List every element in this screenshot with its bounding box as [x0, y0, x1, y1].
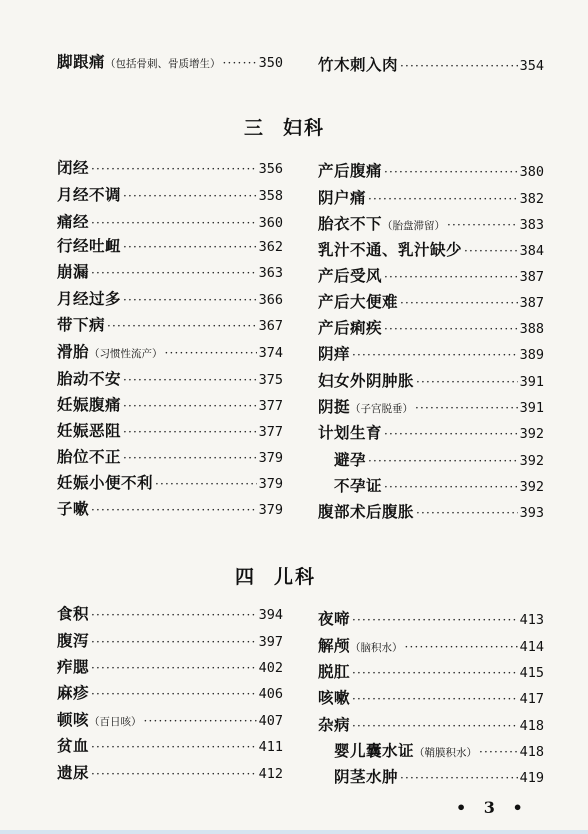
toc-entry: 腹部术后腹胀 ····· 393 [318, 501, 544, 523]
toc-entry: 脱肛 ····· 415 [318, 661, 544, 683]
leader-dots [400, 55, 518, 77]
toc-entry: 月经不调 ····· 358 [57, 184, 283, 206]
toc-entry: 顿咳（百日咳） ····· 407 [57, 709, 283, 731]
toc-entry: 闭经 ····· 356 [57, 157, 283, 179]
toc-entry: 阴挺（子宫脱垂） ····· 391 [318, 396, 544, 418]
toc-entry: 腹泻 ····· 397 [57, 630, 283, 652]
toc-entry: 行经吐衄 ····· 362 [57, 235, 283, 257]
toc-entry: 咳嗽 ····· 417 [318, 687, 544, 709]
toc-entry: 产后大便难 ····· 387 [318, 291, 544, 313]
toc-entry: 痄腮 ····· 402 [57, 656, 283, 678]
page-number: • 3 • [456, 798, 529, 817]
toc-entry: 避孕 ····· 392 [334, 449, 544, 471]
toc-entry: 阴户痛 ····· 382 [318, 187, 544, 209]
toc-entry: 乳汁不通、乳汁缺少 ····· 384 [318, 239, 544, 261]
toc-entry: 妊娠恶阻 ····· 377 [57, 420, 283, 442]
toc-entry: 滑胎（习惯性流产） ····· 374 [57, 341, 283, 363]
toc-entry: 妇女外阴肿胀 ····· 391 [318, 370, 544, 392]
toc-entry: 阴痒 ····· 389 [318, 343, 544, 365]
toc-entry: 产后痢疾 ····· 388 [318, 317, 544, 339]
toc-entry: 贫血 ····· 411 [57, 735, 283, 757]
toc-entry: 妊娠腹痛 ····· 377 [57, 394, 283, 416]
entry-label: 脚跟痛（包括骨刺、骨质增生） [57, 52, 221, 71]
toc-entry: 解颅（脑积水） ····· 414 [318, 635, 544, 657]
toc-entry: 胎位不正 ····· 379 [57, 446, 283, 468]
entry-page: 350 [258, 55, 283, 71]
toc-entry: 麻疹 ····· 406 [57, 682, 283, 704]
scan-edge [0, 830, 588, 834]
toc-entry: 妊娠小便不利 ····· 379 [57, 472, 283, 494]
toc-entry: 不孕证 ····· 392 [334, 475, 544, 497]
toc-entry: 产后受风 ····· 387 [318, 265, 544, 287]
toc-entry: 痛经 ····· 360 [57, 211, 283, 233]
toc-entry: 带下病 ····· 367 [57, 314, 283, 336]
toc-entry: 杂病 ····· 418 [318, 714, 544, 736]
toc-entry: 月经过多 ····· 366 [57, 288, 283, 310]
toc-entry [57, 51, 283, 73]
entry-label: 竹木刺入肉 [318, 55, 399, 74]
toc-entry: 子嗽 ····· 379 [57, 498, 283, 520]
toc-entry: 胎动不安 ····· 375 [57, 368, 283, 390]
toc-entry: 崩漏 ····· 363 [57, 261, 283, 283]
toc-entry: 遗尿 ····· 412 [57, 762, 283, 784]
toc-entry: 计划生育 ····· 392 [318, 422, 544, 444]
toc-entry: 产后腹痛 ····· 380 [318, 160, 544, 182]
toc-entry: 胎衣不下（胎盘滞留） ····· 383 [318, 213, 544, 235]
toc-entry [318, 54, 544, 76]
leader-dots [223, 52, 257, 74]
toc-entry: 婴儿囊水证（鞘膜积水） ····· 418 [334, 740, 544, 762]
toc-entry: 阴茎水肿 ····· 419 [334, 766, 544, 788]
section-heading: 三 妇科 [244, 117, 326, 139]
section-heading: 四 儿科 [235, 566, 317, 588]
toc-entry: 夜啼 ····· 413 [318, 608, 544, 630]
toc-entry: 食积 ····· 394 [57, 603, 283, 625]
entry-page: 354 [519, 58, 544, 74]
